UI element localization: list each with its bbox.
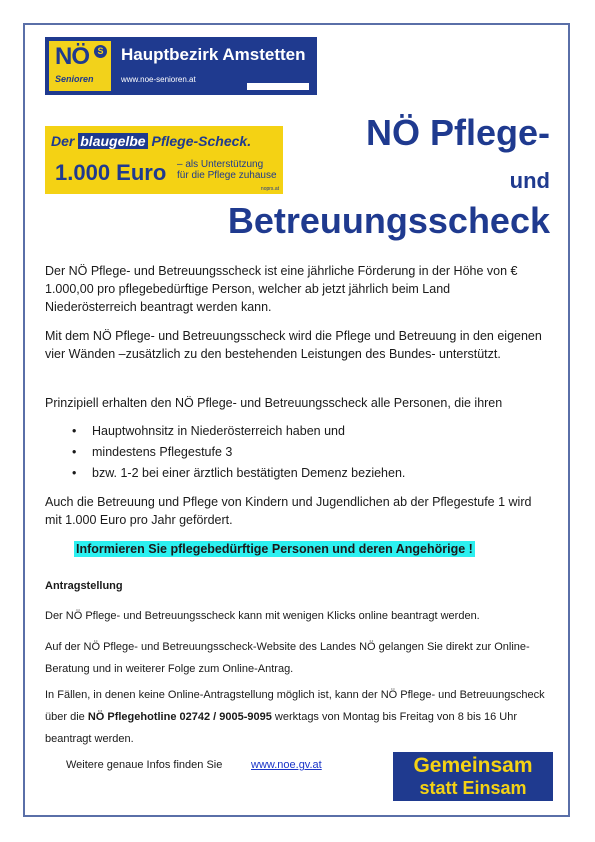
banner-footnote-strip [247, 83, 309, 90]
antrag-hotline-pre: In Fällen, in denen keine Online-Antragstellung möglich ist, kann der NÖ Pflege- und Betreuungscheck über die [45, 689, 545, 723]
banner-url: www.noe-senioren.at [121, 75, 196, 84]
paragraph-intro: Der NÖ Pflege- und Betreuungsscheck ist eine jährliche Förderung in der Höhe von € 1.000,00 pro pflegebedürftige Person, welcher ab jetzt jährlich beim Land Niederösterreich beantragt werden kann. [45, 264, 518, 314]
scheck-amount: 1.000 Euro [55, 160, 167, 185]
highlight-notice: Informieren Sie pflegebedürftige Personen und deren Angehörige ! [76, 542, 473, 556]
scheck-blaugelbe: blaugelbe [80, 133, 146, 149]
list-item: • mindestens Pflegestufe 3 [70, 445, 405, 466]
hotline-number: NÖ Pflegehotline 02742 / 9005-9095 [87, 711, 272, 723]
scheck-subtitle [177, 159, 277, 181]
eligibility-list [70, 424, 405, 487]
gemeinsam-badge [393, 752, 553, 801]
noe-website-link[interactable]: www.noe.gv.at [251, 759, 322, 771]
scheck-pflege: Pflege-Scheck. [151, 133, 252, 149]
antrag-online: Der NÖ Pflege- und Betreuungsscheck kann mit wenigen Klicks online beantragt werden. [45, 610, 480, 622]
footer-info: Weitere genaue Infos finden Sie [66, 759, 223, 771]
list-item: • bzw. 1-2 bei einer ärztlich bestätigten Demenz beziehen. [70, 466, 405, 487]
gemeinsam-line2: statt Einsam [419, 778, 527, 798]
logo-text: NÖ [55, 43, 89, 70]
pflege-scheck-image [45, 126, 283, 194]
header-banner [45, 37, 317, 95]
title-line2: und [509, 168, 550, 193]
title-line1: NÖ Pflege- [365, 112, 550, 153]
noe-senioren-logo [49, 41, 111, 91]
antrag-website: Auf der NÖ Pflege- und Betreuungsscheck-Website des Landes NÖ gelangen Sie direkt zur Online-Beratung und in weiterer Folge zum Online-Antrag. [45, 641, 530, 675]
logo-badge: S [94, 45, 107, 58]
gemeinsam-line1: Gemeinsam [413, 754, 533, 777]
scheck-sub-line2: für die Pflege zuhause [177, 170, 277, 181]
scheck-der: Der [51, 133, 75, 149]
list-item: • Hauptwohnsitz in Niederösterreich haben und [70, 424, 405, 445]
antrag-hotline-post: werktags von Montag bis Freitag von 8 bis 16 Uhr beantragt werden. [45, 711, 518, 745]
logo-subtitle: Senioren [55, 74, 94, 84]
antrag-heading: Antragstellung [45, 580, 123, 592]
paragraph-purpose: Mit dem NÖ Pflege- und Betreuungsscheck wird die Pflege und Betreuung in den eigenen vier Wänden –zusätzlich zu den bestehenden Leistungen des Bundes- unterstützt. [45, 329, 542, 361]
banner-title: Hauptbezirk Amstetten [121, 45, 306, 64]
title-line3: Betreuungsscheck [227, 200, 550, 241]
paragraph-children: Auch die Betreuung und Pflege von Kindern und Jugendlichen ab der Pflegestufe 1 wird mit 1.000 Euro pro Jahr gefördert. [45, 495, 532, 527]
paragraph-eligibility: Prinzipiell erhalten den NÖ Pflege- und Betreuungsscheck alle Personen, die ihren [45, 396, 503, 410]
scheck-sub-line1: – als Unterstützung [177, 159, 264, 170]
scheck-source: noprs.at [260, 186, 279, 192]
antrag-hotline [45, 684, 545, 750]
